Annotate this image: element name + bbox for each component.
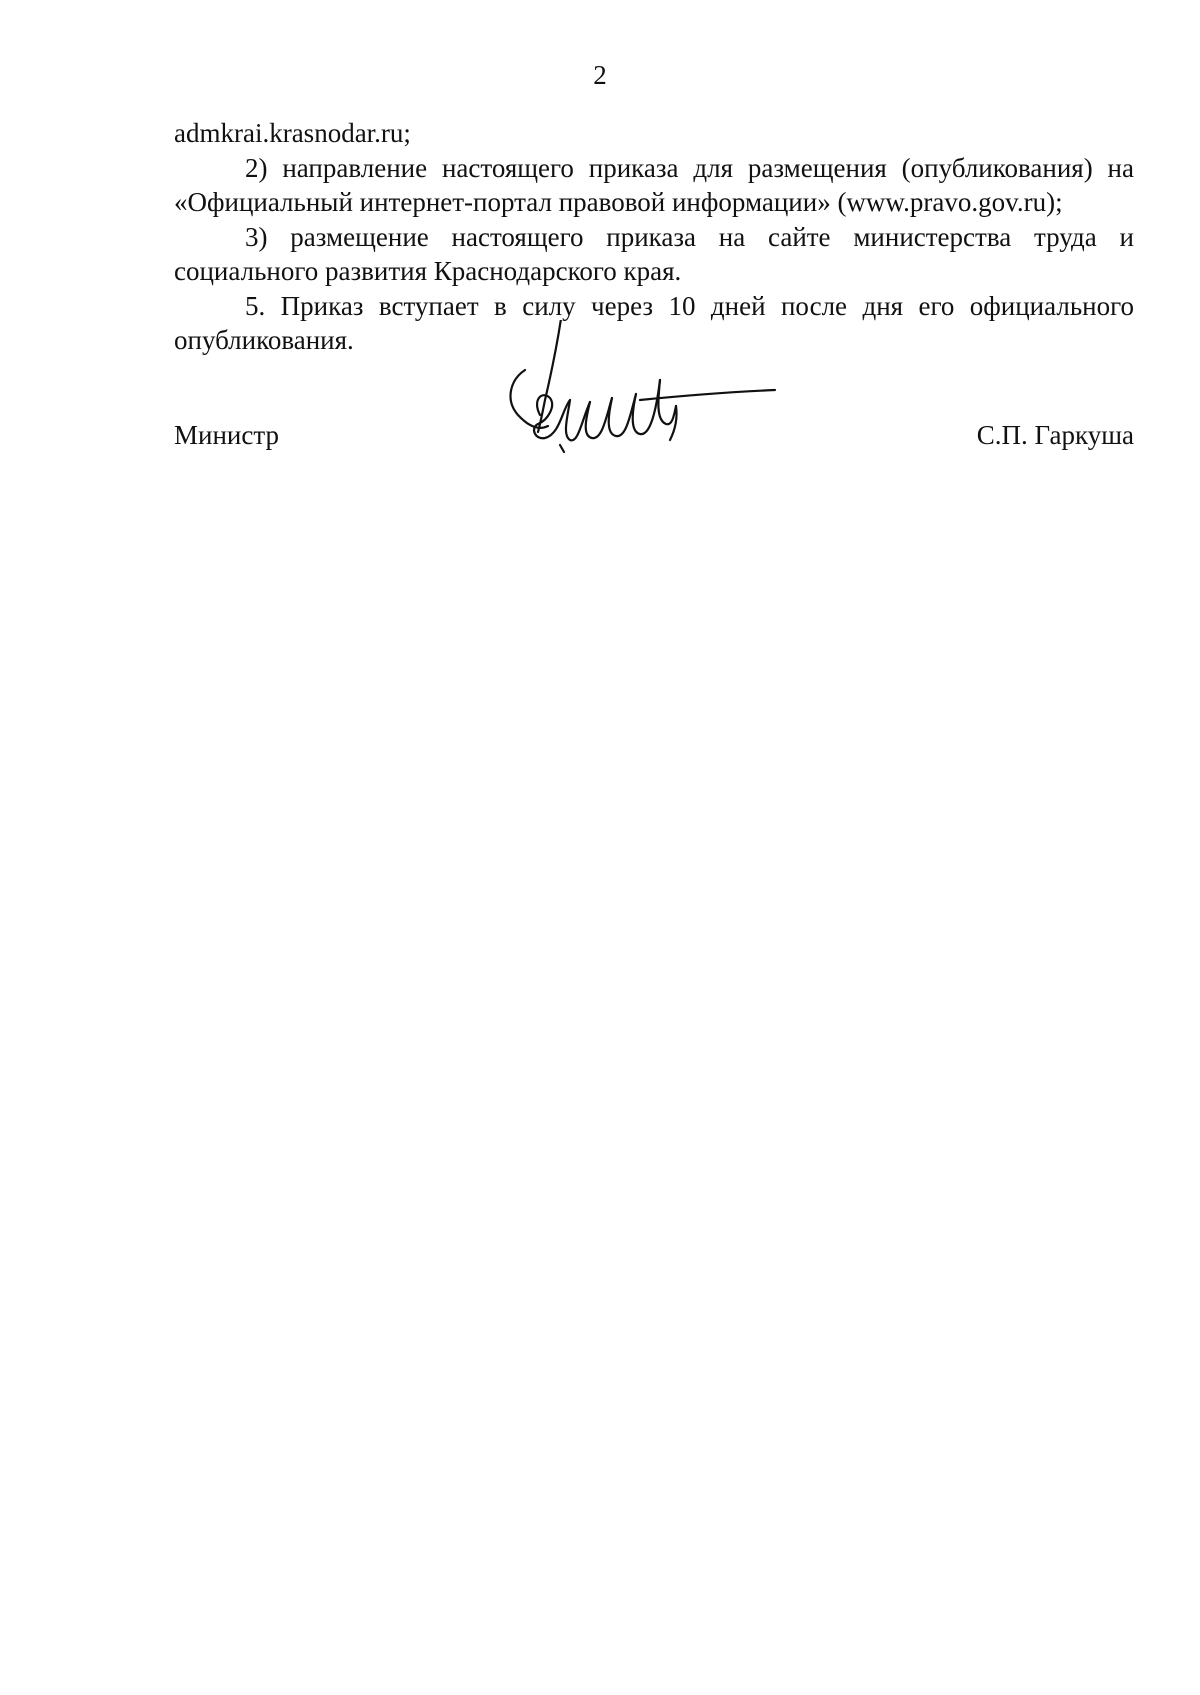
- signer-position: Министр: [174, 420, 279, 450]
- page-number: 2: [593, 60, 607, 90]
- handwritten-signature-icon: [500, 320, 790, 470]
- paragraph-item-3: 3) размещение настоящего приказа на сайте министерства труда и социального развития Краснодарского края.: [174, 221, 1134, 286]
- paragraph-item-5: 5. Приказ вступает в силу через 10 дней после дня его официального опубликования.: [174, 290, 1134, 355]
- paragraph-continuation: admkrai.krasnodar.ru;: [174, 118, 411, 148]
- signer-name: С.П. Гаркуша: [976, 420, 1134, 450]
- paragraph-item-2: 2) направление настоящего приказа для размещения (опубликования) на «Официальный интернет-портал правовой информации» (www.pravo.gov.ru);: [174, 152, 1134, 217]
